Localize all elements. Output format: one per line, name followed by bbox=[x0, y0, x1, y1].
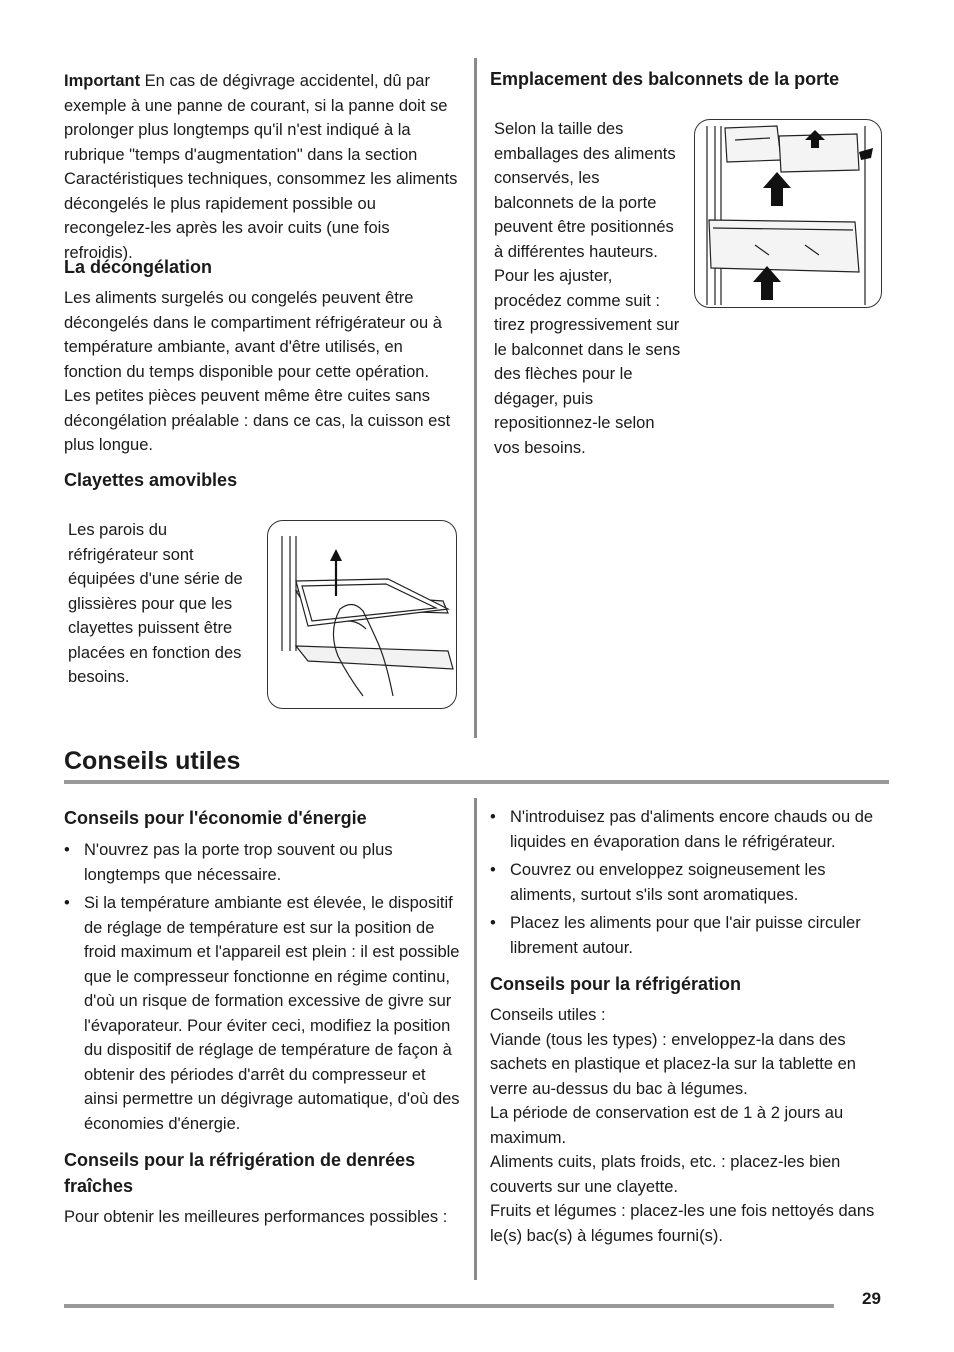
refrigeration-line: Fruits et légumes : placez-les une fois nettoyés dans le(s) bac(s) à légumes fourni(s). bbox=[490, 1202, 875, 1245]
balconnets-paragraph-2: Pour les ajuster, procédez comme suit : bbox=[494, 267, 660, 310]
bullet-icon: • bbox=[64, 894, 70, 912]
decongelation-paragraph-2: Les petites pièces peuvent même être cuites sans décongélation préalable : dans ce cas, la cuisson est plus longue. bbox=[64, 387, 451, 454]
shelf-drawing bbox=[268, 521, 456, 708]
energie-heading: Conseils pour l'économie d'énergie bbox=[64, 808, 367, 828]
refrigeration-line: Aliments cuits, plats froids, etc. : placez-les bien couverts sur une clayette. bbox=[490, 1153, 841, 1196]
conseils-utiles-heading: Conseils utiles bbox=[64, 747, 241, 775]
page-number: 29 bbox=[862, 1289, 881, 1308]
fraiches-text: Pour obtenir les meilleures performances possibles : bbox=[64, 1208, 448, 1226]
bullet-icon: • bbox=[490, 914, 496, 932]
important-label: Important bbox=[64, 72, 141, 90]
bullet-icon: • bbox=[64, 841, 70, 859]
balconnets-paragraph-1: Selon la taille des emballages des aliments conservés, les balconnets de la porte peuvent être positionnés à différentes hauteurs. bbox=[494, 120, 676, 261]
important-note bbox=[64, 69, 462, 265]
bullet-icon: • bbox=[490, 808, 496, 826]
arrow-up-icon bbox=[753, 266, 781, 300]
refrigeration-line: La période de conservation est de 1 à 2 jours au maximum. bbox=[490, 1104, 844, 1147]
arrow-up-icon bbox=[763, 172, 791, 206]
column-divider-bottom bbox=[474, 798, 477, 1280]
balconnets-paragraph-3: tirez progressivement sur le balconnet dans le sens des flèches pour le dégager, puis repositionnez-le selon vos besoins. bbox=[494, 316, 681, 457]
clayettes-heading: Clayettes amovibles bbox=[64, 470, 238, 490]
footer-rule bbox=[64, 1304, 834, 1308]
list-item: • Si la température ambiante est élevée, le dispositif de réglage de température est sur la position de froid maximum et l'appareil est plein : il est possible que le compresseur fonctionne en régime continu, d'où un risque de formation excessive de givre sur l'évaporateur. Pour éviter ceci, modifiez la position du dispositif de réglage de température de façon à obtenir des périodes d'arrêt du compresseur et ainsi permettre un dégivrage automatique, d'où des économies d'énergie. bbox=[64, 891, 464, 1136]
column-divider-top bbox=[474, 58, 477, 738]
list-item: • Couvrez ou enveloppez soigneusement les aliments, surtout s'ils sont aromatiques. bbox=[490, 858, 890, 907]
clayettes-text: Les parois du réfrigérateur sont équipées d'une série de glissières pour que les clayettes puissent être placées en fonction des besoins. bbox=[68, 521, 243, 686]
list-item: • Placez les aliments pour que l'air puisse circuler librement autour. bbox=[490, 911, 890, 960]
balconnets-heading: Emplacement des balconnets de la porte bbox=[490, 69, 840, 89]
fraiches-list bbox=[490, 805, 890, 964]
list-item: • N'ouvrez pas la porte trop souvent ou plus longtemps que nécessaire. bbox=[64, 838, 464, 887]
refrigeration-line: Viande (tous les types) : enveloppez-la dans des sachets en plastique et placez-la sur la tablette en verre au-dessus du bac à légumes. bbox=[490, 1030, 856, 1098]
fridge-shelf-hand-illustration bbox=[267, 520, 457, 709]
fraiches-heading: Conseils pour la réfrigération de denrées fraîches bbox=[64, 1150, 416, 1196]
refrigeration-line: Conseils utiles : bbox=[490, 1006, 606, 1024]
refrigeration-heading: Conseils pour la réfrigération bbox=[490, 974, 742, 994]
list-item: • N'introduisez pas d'aliments encore chauds ou de liquides en évaporation dans le réfrigérateur. bbox=[490, 805, 890, 854]
section-rule bbox=[64, 780, 889, 784]
refrigeration-body bbox=[490, 1003, 888, 1248]
bullet-icon: • bbox=[490, 861, 496, 879]
door-balcony-arrows-illustration bbox=[694, 119, 882, 308]
energie-list bbox=[64, 838, 464, 1140]
door-drawing bbox=[695, 120, 881, 307]
arrow-right-icon bbox=[859, 148, 873, 160]
decongelation-heading: La décongélation bbox=[64, 257, 213, 277]
important-paragraph bbox=[64, 69, 462, 265]
decongelation-body bbox=[64, 286, 462, 458]
important-text: En cas de dégivrage accidentel, dû par exemple à une panne de courant, si la panne doit se prolonger plus longtemps qu'il n'est indiqué à la rubrique "temps d'augmentation" dans la section Caractéristiques techniques, consommez les aliments décongelés le plus rapidement possible ou recongelez-les après les avoir cuits (une fois refroidis). bbox=[64, 72, 458, 262]
balconnets-body bbox=[494, 117, 682, 460]
decongelation-paragraph-1: Les aliments surgelés ou congelés peuvent être décongelés dans le compartiment réfrigérateur ou à température ambiante, avant d'être utilisés, en fonction du temps disponible pour cette opération. bbox=[64, 289, 442, 381]
